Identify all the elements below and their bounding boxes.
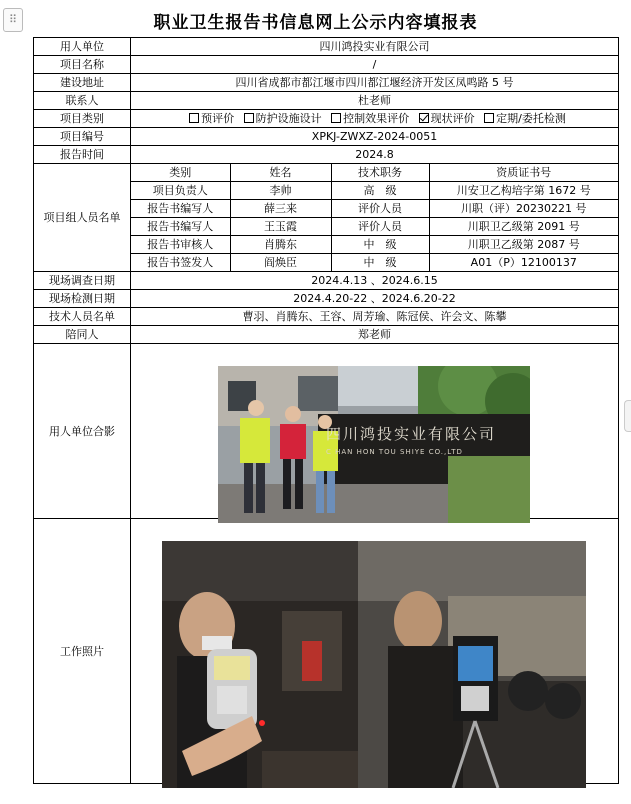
page-title: 职业卫生报告书信息网上公示内容填报表 bbox=[153, 13, 478, 33]
test-date-value: 2024.4.20-22 、2024.6.20-22 bbox=[131, 290, 619, 308]
row-contact bbox=[34, 92, 619, 110]
checkbox-icon[interactable] bbox=[419, 113, 429, 123]
checkbox-icon[interactable] bbox=[484, 113, 494, 123]
label: 建设地址 bbox=[34, 74, 131, 92]
team-cell-cert: 川职卫乙级第 2087 号 bbox=[429, 236, 618, 254]
option-label: 控制效果评价 bbox=[343, 112, 410, 125]
label: 现场调查日期 bbox=[34, 272, 131, 290]
work-photo-left bbox=[162, 541, 358, 788]
label: 报告时间 bbox=[34, 146, 131, 164]
label: 联系人 bbox=[34, 92, 131, 110]
group-photo bbox=[218, 366, 530, 523]
row-team bbox=[34, 164, 619, 272]
checkbox-icon[interactable] bbox=[331, 113, 341, 123]
row-companion bbox=[34, 326, 619, 344]
work-photo-left-image bbox=[162, 541, 358, 788]
row-address bbox=[34, 74, 619, 92]
survey-date-value: 2024.4.13 、2024.6.15 bbox=[131, 272, 619, 290]
contact-value: 杜老师 bbox=[131, 92, 619, 110]
row-report-time bbox=[34, 146, 619, 164]
team-cell-name: 阎焕臣 bbox=[230, 254, 331, 272]
category-options bbox=[131, 110, 619, 128]
team-cell-title: 高 级 bbox=[331, 182, 429, 200]
label: 工作照片 bbox=[34, 519, 131, 784]
employer-value: 四川鸿投实业有限公司 bbox=[131, 38, 619, 56]
label: 陪同人 bbox=[34, 326, 131, 344]
drag-handle-icon[interactable]: ⠿ bbox=[3, 8, 23, 32]
project-name-value: / bbox=[131, 56, 619, 74]
label: 技术人员名单 bbox=[34, 308, 131, 326]
team-header-row bbox=[131, 164, 618, 182]
row-tech-staff bbox=[34, 308, 619, 326]
team-cell-title: 评价人员 bbox=[331, 218, 429, 236]
row-test-date bbox=[34, 290, 619, 308]
table-row bbox=[131, 218, 618, 236]
team-cell-title: 评价人员 bbox=[331, 200, 429, 218]
team-cell-cert: 川职卫乙级第 2091 号 bbox=[429, 218, 618, 236]
row-category bbox=[34, 110, 619, 128]
label: 项目类别 bbox=[34, 110, 131, 128]
label: 项目编号 bbox=[34, 128, 131, 146]
table-row bbox=[131, 236, 618, 254]
team-cell-cert: A01（P）12100137 bbox=[470, 256, 577, 269]
team-cell-name: 王玉霞 bbox=[230, 218, 331, 236]
team-cell bbox=[131, 164, 619, 272]
report-time-value: 2024.8 bbox=[131, 146, 619, 164]
tech-staff-value: 曹羽、肖腾东、王容、周芳瑜、陈冠侯、许会文、陈攀 bbox=[131, 308, 619, 326]
project-no-value: XPKJ-ZWXZ-2024-0051 bbox=[131, 128, 619, 146]
group-photo-image bbox=[218, 366, 530, 523]
sign-text-cn: 四川鸿投实业有限公司 bbox=[326, 425, 497, 443]
table-row bbox=[131, 200, 618, 218]
address-value: 四川省成都市都江堰市四川都江堰经济开发区凤鸣路 5 号 bbox=[131, 74, 619, 92]
team-cell-name: 肖腾东 bbox=[230, 236, 331, 254]
label: 项目名称 bbox=[34, 56, 131, 74]
side-scroll-tab[interactable] bbox=[624, 400, 631, 432]
work-photo-right bbox=[358, 541, 586, 788]
row-project-name bbox=[34, 56, 619, 74]
row-survey-date bbox=[34, 272, 619, 290]
checkbox-icon[interactable] bbox=[244, 113, 254, 123]
team-cell-role: 报告书签发人 bbox=[131, 254, 230, 272]
label: 用人单位合影 bbox=[34, 344, 131, 519]
table-row bbox=[131, 182, 618, 200]
row-project-no bbox=[34, 128, 619, 146]
option-label: 预评价 bbox=[201, 112, 235, 125]
team-cell-title: 中 级 bbox=[331, 236, 429, 254]
team-cell-name: 李帅 bbox=[230, 182, 331, 200]
sign-text-en: C HAN HON TOU SHIYE CO.,LTD bbox=[326, 448, 463, 456]
team-cell-title: 中 级 bbox=[331, 254, 429, 272]
option-label: 防护设施设计 bbox=[255, 112, 322, 125]
row-employer bbox=[34, 38, 619, 56]
team-cell-role: 报告书审核人 bbox=[131, 236, 230, 254]
label: 现场检测日期 bbox=[34, 290, 131, 308]
team-cell-role: 项目负责人 bbox=[131, 182, 230, 200]
team-header: 资质证书号 bbox=[429, 164, 618, 182]
label: 用人单位 bbox=[34, 38, 131, 56]
team-cell-name: 薛三来 bbox=[230, 200, 331, 218]
team-cell-cert: 川职（评）20230221 号 bbox=[429, 200, 618, 218]
team-cell-role: 报告书编写人 bbox=[131, 218, 230, 236]
team-header: 姓名 bbox=[230, 164, 331, 182]
table-row bbox=[131, 254, 618, 272]
checkbox-icon[interactable] bbox=[189, 113, 199, 123]
team-header: 类别 bbox=[131, 164, 230, 182]
label: 项目组人员名单 bbox=[34, 164, 131, 272]
work-photo-right-image bbox=[358, 541, 586, 788]
option-label: 定期/委托检测 bbox=[496, 112, 566, 125]
option-label: 现状评价 bbox=[430, 112, 475, 125]
team-cell-cert: 川安卫乙构培字第 1672 号 bbox=[429, 182, 618, 200]
team-header: 技术职务 bbox=[331, 164, 429, 182]
team-table bbox=[131, 164, 618, 271]
team-cell-role: 报告书编写人 bbox=[131, 200, 230, 218]
companion-value: 郑老师 bbox=[131, 326, 619, 344]
